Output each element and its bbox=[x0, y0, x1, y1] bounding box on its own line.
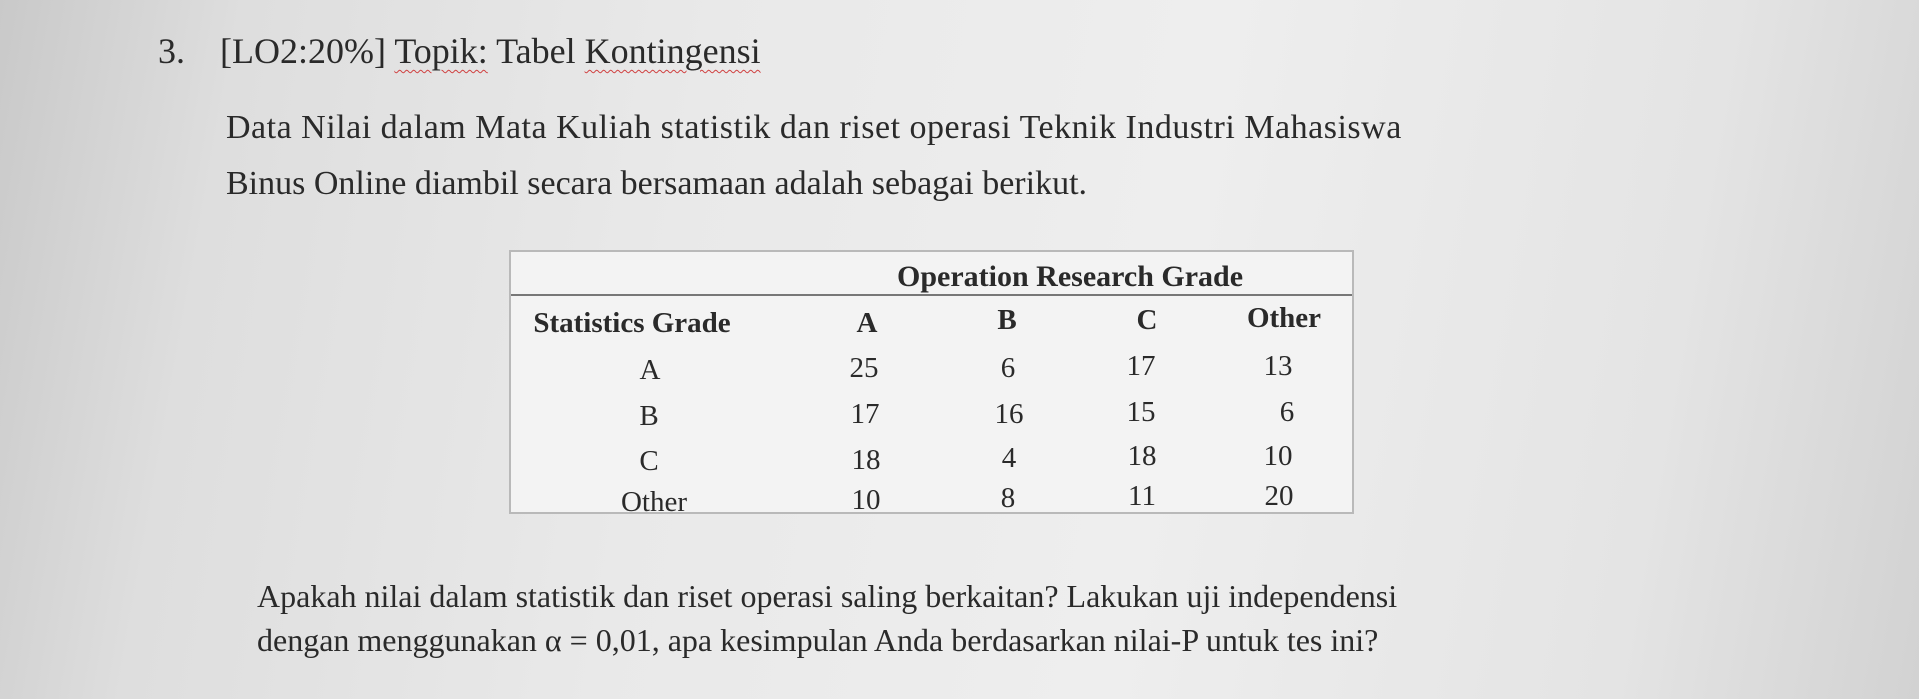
row-label-other: Other bbox=[620, 486, 688, 518]
column-header-c: C bbox=[1136, 304, 1158, 336]
table-cell: 17 bbox=[850, 398, 880, 430]
table-cell: 6 bbox=[1279, 396, 1295, 428]
row-label-b: B bbox=[639, 400, 659, 432]
intro-line-2: Binus Online diambil secara bersamaan adalah sebagai berikut. bbox=[226, 165, 1088, 202]
row-label-c: C bbox=[639, 445, 659, 477]
table-cell: 17 bbox=[1126, 350, 1156, 382]
table-cell: 18 bbox=[1127, 440, 1157, 472]
prompt-line-2-start: dengan menggunakan bbox=[257, 622, 545, 658]
heading-topic-word: Topik: bbox=[394, 31, 488, 71]
table-cell: 25 bbox=[849, 352, 879, 384]
heading-subject: Kontingensi bbox=[584, 31, 761, 71]
question-heading bbox=[220, 30, 761, 72]
header-divider bbox=[511, 294, 1352, 296]
table-cell: 18 bbox=[851, 444, 881, 476]
table-cell: 13 bbox=[1263, 350, 1293, 382]
prompt-line-1: Apakah nilai dalam statistik dan riset operasi saling berkaitan? Lakukan uji independensi bbox=[257, 578, 1398, 614]
table-cell: 16 bbox=[994, 398, 1024, 430]
table-cell: 10 bbox=[851, 484, 881, 516]
column-header-a: A bbox=[856, 307, 878, 339]
prompt-line-2-end: = 0,01, apa kesimpulan Anda berdasarkan nilai-P untuk tes ini? bbox=[561, 622, 1379, 658]
table-cell: 10 bbox=[1263, 440, 1293, 472]
row-label-a: A bbox=[639, 354, 661, 386]
column-header-other: Other bbox=[1246, 302, 1322, 334]
table-cell: 11 bbox=[1128, 480, 1156, 512]
alpha-symbol: α bbox=[544, 622, 562, 658]
table-cell: 15 bbox=[1126, 396, 1156, 428]
question-number: 3. bbox=[158, 31, 185, 71]
prompt-line-2 bbox=[257, 622, 1378, 659]
heading-prefix: [LO2:20%] bbox=[220, 31, 386, 71]
table-cell: 8 bbox=[1000, 482, 1016, 514]
row-header: Statistics Grade bbox=[533, 307, 731, 339]
column-header-b: B bbox=[997, 304, 1017, 336]
contingency-table bbox=[509, 250, 1354, 518]
group-header: Operation Research Grade bbox=[897, 260, 1244, 293]
table-cell: 6 bbox=[1000, 352, 1016, 384]
intro-line-1: Data Nilai dalam Mata Kuliah statistik dan riset operasi Teknik Industri Mahasiswa bbox=[226, 109, 1402, 146]
table-cell: 20 bbox=[1264, 480, 1294, 512]
heading-middle: Tabel bbox=[496, 31, 576, 71]
table-cell: 4 bbox=[1001, 442, 1017, 474]
